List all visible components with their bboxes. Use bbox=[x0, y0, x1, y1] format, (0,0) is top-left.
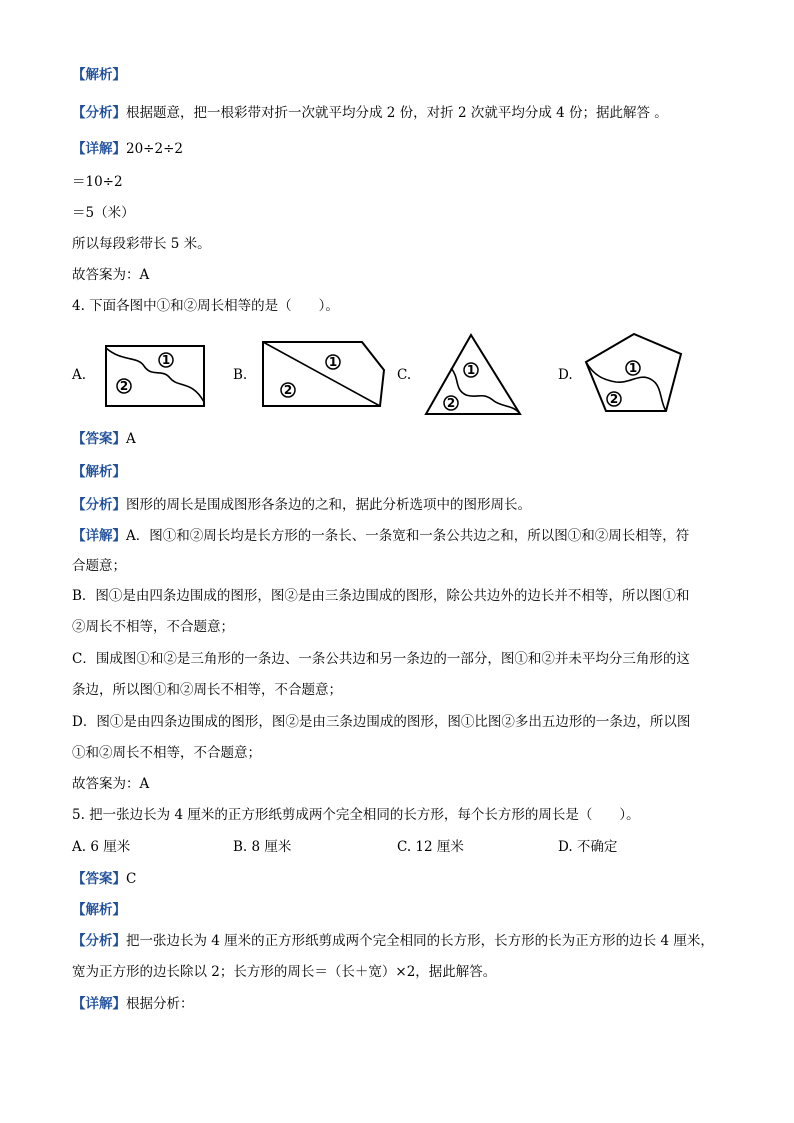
option-d-label: D. bbox=[558, 367, 573, 383]
q5-option-d: D. 不确定 bbox=[558, 839, 618, 855]
region-1-label: 1 bbox=[466, 363, 476, 377]
answer-value: C bbox=[126, 871, 137, 887]
q3-detail-line3: ＝5（米） bbox=[72, 205, 135, 221]
region-2-label: 2 bbox=[119, 379, 129, 393]
q3-conclusion: 所以每段彩带长 5 米。 bbox=[72, 236, 211, 252]
q5-option-a: A. 6 厘米 bbox=[72, 839, 131, 855]
region-1-label: 1 bbox=[628, 361, 638, 375]
q5-jiexi: 【解析】 bbox=[72, 902, 126, 918]
region-2-label: 2 bbox=[609, 392, 619, 406]
q3-detail-line2: ＝10÷2 bbox=[72, 174, 123, 190]
region-1-label: 1 bbox=[161, 353, 171, 367]
q5-answer bbox=[72, 870, 136, 888]
q3-answer-line: 故答案为：A bbox=[72, 267, 150, 283]
q3-detail bbox=[72, 140, 183, 158]
q3-analysis bbox=[72, 104, 668, 122]
detail-tag: 【详解】 bbox=[72, 528, 126, 544]
q4-question: 4. 下面各图中①和②周长相等的是（ ）。 bbox=[72, 298, 339, 314]
figure-d-pentagon bbox=[582, 332, 684, 414]
option-c-label: C. bbox=[397, 367, 412, 383]
analysis-text: 图形的周长是围成图形各条边的之和，据此分析选项中的图形周长。 bbox=[126, 497, 531, 513]
jiexi-heading: 【解析】 bbox=[72, 67, 126, 83]
q4-detail-c: C．围成图①和②是三角形的一条边、一条公共边和另一条边的一部分，图①和②并未平均分三角形的这 bbox=[72, 651, 690, 667]
q4-answer bbox=[72, 430, 136, 448]
q5-option-b: B. 8 厘米 bbox=[233, 839, 292, 855]
option-a-label: A. bbox=[72, 367, 87, 383]
q4-detail-c-cont: 条边，所以图①和②周长不相等，不合题意； bbox=[72, 682, 342, 698]
region-1-label: 1 bbox=[328, 355, 338, 369]
detail-tag: 【详解】 bbox=[72, 996, 126, 1012]
q4-detail-a-cont: 合题意； bbox=[72, 558, 126, 574]
q4-answer-line: 故答案为：A bbox=[72, 776, 150, 792]
figure-a-rectangle bbox=[104, 344, 206, 408]
q4-analysis bbox=[72, 496, 531, 514]
answer-tag: 【答案】 bbox=[72, 871, 126, 887]
q4-jiexi: 【解析】 bbox=[72, 464, 126, 480]
detail-line: 20÷2÷2 bbox=[126, 141, 183, 157]
region-2-label: 2 bbox=[283, 383, 293, 397]
q5-question: 5. 把一张边长为 4 厘米的正方形纸剪成两个完全相同的长方形，每个长方形的周长是（ ）。 bbox=[72, 807, 640, 823]
analysis-tag: 【分析】 bbox=[72, 497, 126, 513]
q5-detail bbox=[72, 995, 194, 1013]
q5-option-c: C. 12 厘米 bbox=[397, 839, 464, 855]
q5-analysis bbox=[72, 932, 714, 950]
q4-detail-b: B．图①是由四条边围成的图形，图②是由三条边围成的图形，除公共边外的边长并不相等，所以图①和 bbox=[72, 588, 690, 604]
region-2-label: 2 bbox=[446, 396, 456, 410]
q4-detail-d-cont: ①和②周长不相等，不合题意； bbox=[72, 745, 261, 761]
analysis-text: 把一张边长为 4 厘米的正方形纸剪成两个完全相同的长方形，长方形的长为正方形的边长 4 厘米， bbox=[126, 933, 714, 949]
analysis-tag: 【分析】 bbox=[72, 105, 126, 121]
q5-analysis-cont: 宽为正方形的边长除以 2；长方形的周长＝（长＋宽）×2，据此解答。 bbox=[72, 964, 497, 980]
detail-tag: 【详解】 bbox=[72, 141, 126, 157]
analysis-tag: 【分析】 bbox=[72, 933, 126, 949]
detail-text: 根据分析： bbox=[126, 996, 194, 1012]
analysis-text: 根据题意，把一根彩带对折一次就平均分成 2 份，对折 2 次就平均分成 4 份；据此解答 。 bbox=[126, 105, 668, 121]
q4-detail-d: D．图①是由四条边围成的图形，图②是由三条边围成的图形，图①比图②多出五边形的一条边，所以图 bbox=[72, 714, 691, 730]
q4-detail-b-cont: ②周长不相等，不合题意； bbox=[72, 619, 234, 635]
answer-tag: 【答案】 bbox=[72, 431, 126, 447]
option-b-label: B. bbox=[233, 367, 248, 383]
figure-b-pentagon bbox=[260, 340, 386, 408]
detail-text: A．图①和②周长均是长方形的一条长、一条宽和一条公共边之和，所以图①和②周长相等，符 bbox=[126, 528, 690, 544]
q4-detail-a bbox=[72, 527, 689, 545]
figure-c-triangle bbox=[424, 333, 522, 417]
answer-value: A bbox=[126, 431, 136, 447]
